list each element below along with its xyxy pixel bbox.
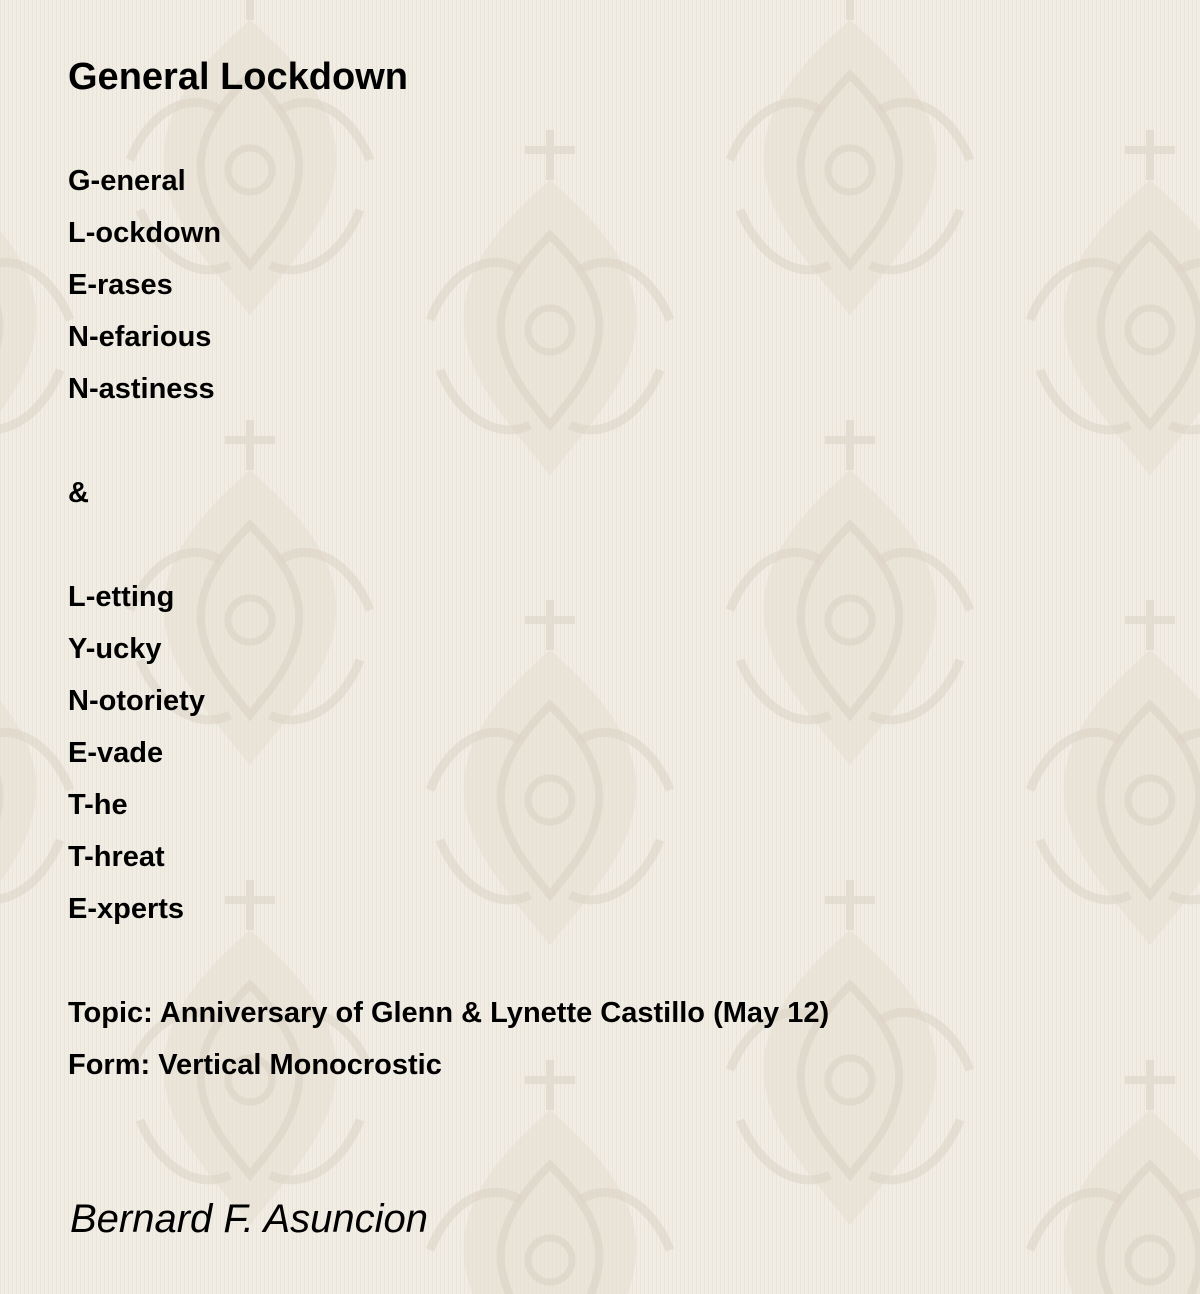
poem-blank-line — [68, 519, 829, 571]
poem-blank-line — [68, 415, 829, 467]
poem-topic: Topic: Anniversary of Glenn & Lynette Castillo (May 12) — [68, 997, 830, 1029]
poem-line: E-rases — [68, 269, 173, 301]
poem-line: N-otoriety — [68, 685, 205, 717]
poem-line: N-astiness — [68, 373, 215, 405]
poem-line: N-efarious — [68, 321, 212, 353]
poem-author: Bernard F. Asuncion — [70, 1197, 428, 1241]
poem-line: & — [68, 477, 89, 509]
poem-line: E-xperts — [68, 893, 185, 925]
poem-body — [68, 155, 829, 1091]
poem-title: General Lockdown — [68, 56, 408, 98]
poem-line: E-vade — [68, 737, 164, 769]
poem-line: L-ockdown — [68, 217, 222, 249]
poem-line: Y-ucky — [68, 633, 162, 665]
poem-line: L-etting — [68, 581, 175, 613]
poem-line: T-hreat — [68, 841, 165, 873]
poem-form: Form: Vertical Monocrostic — [68, 1049, 442, 1081]
poem-line: T-he — [68, 789, 128, 821]
poem-blank-line — [68, 935, 829, 987]
poem-line: G-eneral — [68, 165, 186, 197]
poem-page — [68, 0, 1168, 1294]
